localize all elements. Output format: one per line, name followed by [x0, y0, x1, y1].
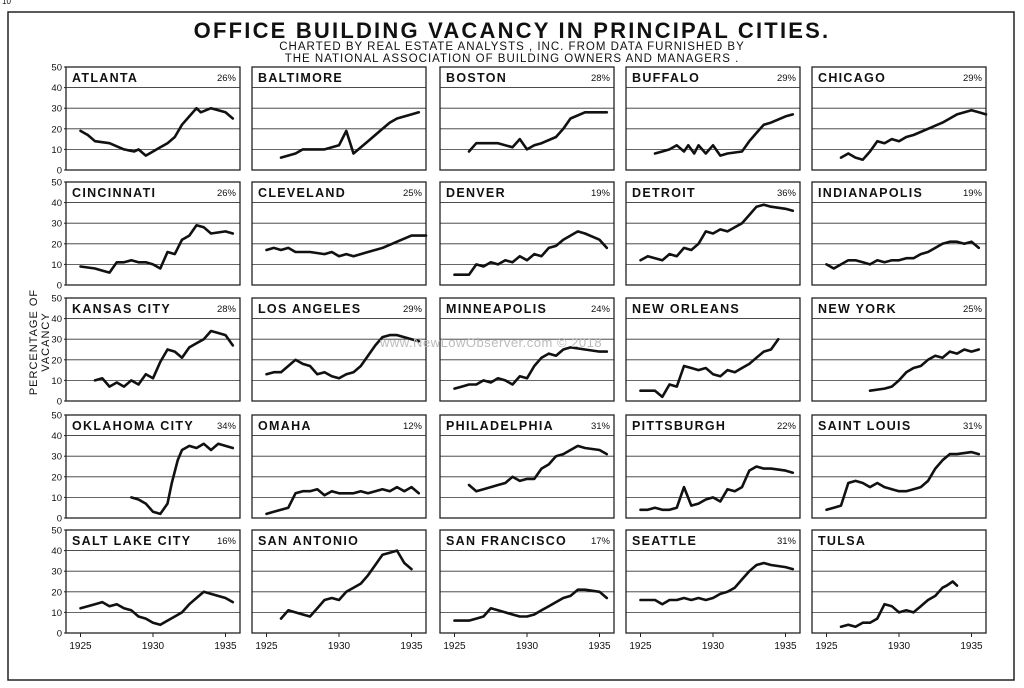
series-line — [641, 563, 793, 604]
panel-latest-value: 28% — [216, 304, 236, 315]
x-tick-label: 1925 — [815, 641, 838, 652]
panel-latest-value: 12% — [402, 421, 422, 432]
panel-city-label: LOS ANGELES — [258, 302, 362, 316]
y-tick-label: 20 — [51, 587, 62, 599]
panel-city-label: NEW ORLEANS — [632, 302, 741, 316]
x-tick-label: 1925 — [255, 641, 278, 652]
series-line — [131, 444, 233, 514]
series-line — [267, 487, 419, 514]
panel-latest-value: 26% — [216, 188, 236, 199]
series-line — [469, 112, 607, 151]
panel-latest-value: 16% — [216, 536, 236, 547]
panel-city-label: OMAHA — [258, 419, 312, 433]
y-tick-label: 0 — [56, 396, 62, 408]
y-tick-label: 40 — [51, 314, 62, 326]
panel-city-label: SAN ANTONIO — [258, 534, 360, 548]
panel-city-label: INDIANAPOLIS — [818, 186, 924, 200]
chart-subtitle-line-2: THE NATIONAL ASSOCIATION OF BUILDING OWNERS AND MANAGERS . — [284, 53, 740, 65]
panel-city-label: SALT LAKE CITY — [72, 534, 192, 548]
panel-latest-value: 36% — [776, 188, 796, 199]
y-tick-label: 0 — [56, 513, 62, 525]
x-tick-label: 1925 — [629, 641, 652, 652]
series-line — [455, 590, 607, 621]
y-tick-label: 0 — [56, 165, 62, 177]
series-line — [870, 350, 979, 391]
series-line — [641, 205, 793, 261]
page-number: 10 — [2, 0, 11, 6]
panel-city-label: DETROIT — [632, 186, 696, 200]
chart-subtitle-line-1: CHARTED BY REAL ESTATE ANALYSTS , INC. FROM DATA FURNISHED BY — [279, 41, 745, 53]
series-line — [267, 236, 427, 257]
panel-city-label: DENVER — [446, 186, 506, 200]
y-tick-label: 20 — [51, 355, 62, 367]
panel-latest-value: 25% — [962, 304, 982, 315]
panel-city-label: SAN FRANCISCO — [446, 534, 568, 548]
panel-latest-value: 31% — [962, 421, 982, 432]
panel-latest-value: 24% — [590, 304, 610, 315]
series-line — [81, 592, 233, 625]
series-line — [469, 446, 607, 491]
series-line — [641, 339, 779, 397]
panel-latest-value: 31% — [590, 421, 610, 432]
y-tick-label: 30 — [51, 218, 62, 230]
y-tick-label: 10 — [51, 375, 62, 387]
panel-city-label: SEATTLE — [632, 534, 698, 548]
y-tick-label: 30 — [51, 451, 62, 463]
x-tick-label: 1930 — [887, 641, 911, 652]
series-line — [281, 551, 412, 619]
y-tick-label: 50 — [51, 293, 62, 305]
y-tick-label: 50 — [51, 177, 62, 189]
series-line — [455, 347, 607, 388]
x-tick-label: 1930 — [701, 641, 725, 652]
panel-city-label: BUFFALO — [632, 71, 701, 85]
panel-latest-value: 29% — [402, 304, 422, 315]
panel-latest-value: 28% — [590, 73, 610, 84]
y-tick-label: 10 — [51, 607, 62, 619]
panel-city-label: TULSA — [818, 534, 867, 548]
y-tick-label: 30 — [51, 566, 62, 578]
series-line — [81, 225, 233, 272]
x-tick-label: 1935 — [400, 641, 423, 652]
panel-latest-value: 31% — [776, 536, 796, 547]
x-tick-label: 1930 — [327, 641, 351, 652]
x-tick-label: 1925 — [443, 641, 466, 652]
y-tick-label: 40 — [51, 198, 62, 210]
series-line — [641, 467, 793, 510]
x-tick-label: 1925 — [69, 641, 92, 652]
y-tick-label: 10 — [51, 259, 62, 271]
y-tick-label: 10 — [51, 144, 62, 156]
series-line — [455, 231, 607, 274]
x-tick-label: 1935 — [588, 641, 611, 652]
panel-latest-value: 29% — [776, 73, 796, 84]
y-tick-label: 0 — [56, 628, 62, 640]
y-tick-label: 40 — [51, 83, 62, 95]
y-tick-label: 20 — [51, 472, 62, 484]
series-line — [281, 112, 419, 157]
chart-title: OFFICE BUILDING VACANCY IN PRINCIPAL CITIES. — [193, 18, 831, 43]
series-line — [841, 582, 957, 627]
y-tick-label: 30 — [51, 103, 62, 115]
panel-city-label: KANSAS CITY — [72, 302, 172, 316]
y-tick-label: 20 — [51, 124, 62, 136]
panel-latest-value: 22% — [776, 421, 796, 432]
y-tick-label: 20 — [51, 239, 62, 251]
panel-latest-value: 26% — [216, 73, 236, 84]
panel-city-label: MINNEAPOLIS — [446, 302, 548, 316]
panel-city-label: OKLAHOMA CITY — [72, 419, 194, 433]
x-tick-label: 1935 — [960, 641, 983, 652]
panel-city-label: NEW YORK — [818, 302, 897, 316]
series-line — [827, 452, 979, 510]
panel-latest-value: 34% — [216, 421, 236, 432]
panel-city-label: PHILADELPHIA — [446, 419, 554, 433]
y-tick-label: 30 — [51, 334, 62, 346]
y-tick-label: 50 — [51, 62, 62, 74]
y-tick-label: 50 — [51, 410, 62, 422]
panel-latest-value: 19% — [962, 188, 982, 199]
panel-latest-value: 19% — [590, 188, 610, 199]
x-tick-label: 1935 — [214, 641, 237, 652]
y-tick-label: 0 — [56, 280, 62, 292]
series-line — [81, 108, 233, 155]
panel-latest-value: 25% — [402, 188, 422, 199]
watermark: www.NewLowObserver.com © 2018 — [380, 335, 603, 350]
panel-city-label: BOSTON — [446, 71, 508, 85]
y-tick-label: 40 — [51, 546, 62, 558]
x-tick-label: 1930 — [141, 641, 165, 652]
panel-city-label: PITTSBURGH — [632, 419, 727, 433]
panel-city-label: CLEVELAND — [258, 186, 347, 200]
y-tick-label: 40 — [51, 431, 62, 443]
x-tick-label: 1930 — [515, 641, 539, 652]
x-tick-label: 1935 — [774, 641, 797, 652]
y-axis-label: PERCENTAGE OF VACANCY — [28, 288, 52, 396]
y-tick-label: 10 — [51, 492, 62, 504]
panel-city-label: ATLANTA — [72, 71, 139, 85]
series-line — [841, 110, 986, 159]
panel-city-label: BALTIMORE — [258, 71, 344, 85]
panel-latest-value: 17% — [590, 536, 610, 547]
y-tick-label: 50 — [51, 525, 62, 537]
panel-city-label: CINCINNATI — [72, 186, 157, 200]
panel-city-label: CHICAGO — [818, 71, 887, 85]
panel-city-label: SAINT LOUIS — [818, 419, 912, 433]
panel-latest-value: 29% — [962, 73, 982, 84]
